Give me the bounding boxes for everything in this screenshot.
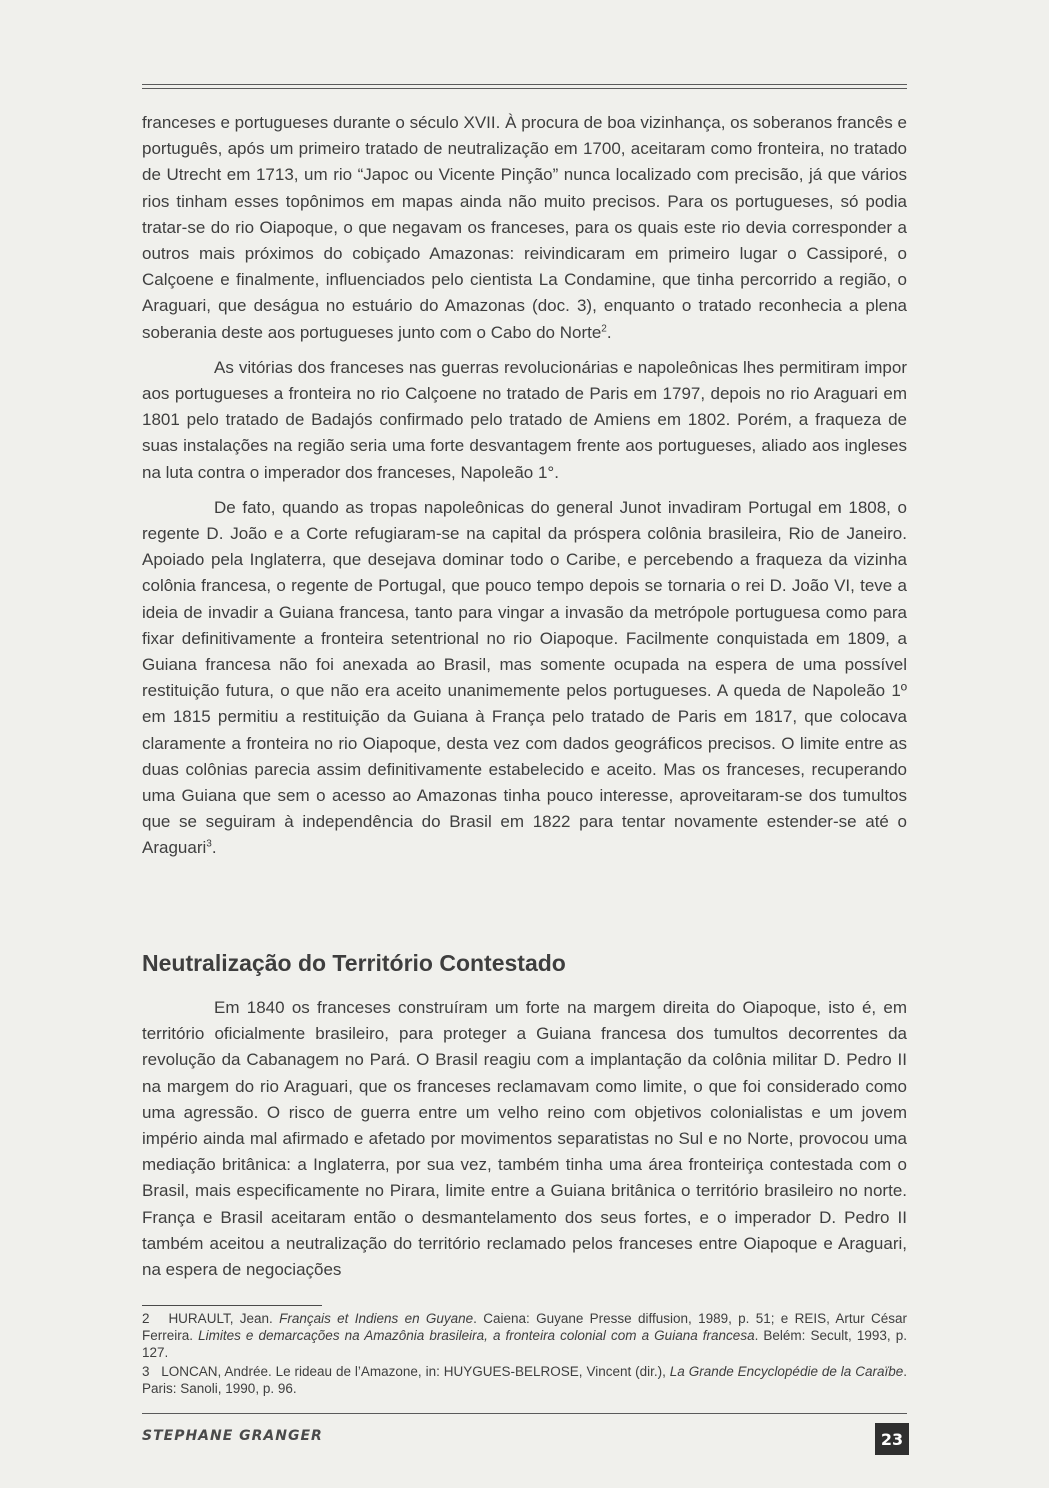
paragraph-2: As vitórias dos franceses nas guerras revolucionárias e napoleônicas lhes permitiram impor aos portugueses a fronteira no rio Calçoene no tratado de Paris em 1797, depois no rio Araguari em 1801 pelo tratado de Badajós confirmado pelo tratado de Amiens em 1802. Porém, a fraqueza de suas instalações na região seria uma forte desvantagem frente aos portugueses, aliado aos ingleses na luta contra o imperador dos franceses, Napoleão 1°. — [142, 357, 907, 482]
footnote-rule — [142, 1305, 322, 1306]
header-rule-top — [142, 84, 907, 85]
page-number: 23 — [875, 1423, 909, 1455]
body-text — [142, 110, 907, 871]
paragraph-3: De fato, quando as tropas napoleônicas do general Junot invadiram Portugal em 1808, o regente D. João e a Corte refugiaram-se na capital da próspera colônia brasileira, Rio de Janeiro. Apoiado pela Inglaterra, que desejava dominar todo o Caribe, e percebendo a fraqueza da vizinha colônia francesa, o regente de Portugal, que pouco tempo depois se tornaria o rei D. João VI, teve a ideia de invadir a Guiana francesa, tanto para vingar a invasão da metrópole portuguesa como para fixar definitivamente a fronteira setentrional no rio Oiapoque. Facilmente conquistada em 1809, a Guiana francesa não foi anexada ao Brasil, mas somente ocupada na espera de uma possível restituição futura, o que não era aceito unanimemente pelos portugueses. A queda de Napoleão 1º em 1815 permitiu a restituição da Guiana à França pelo tratado de Paris em 1817, que colocava claramente a fronteira no rio Oiapoque, desta vez com dados geográficos precisos. O limite entre as duas colônias parecia assim definitivamente estabelecido e aceito. Mas os franceses, recuperando uma Guiana que sem o acesso ao Amazonas tinha pouco interesse, aproveitaram-se dos tumultos que se seguiram à independência do Brasil em 1822 para tentar novamente estender-se até o Araguari$^3$. — [142, 497, 907, 858]
section-text — [142, 995, 907, 1283]
header-rule-bottom — [142, 88, 907, 89]
paragraph-1: franceses e portugueses durante o século XVII. À procura de boa vizinhança, os soberanos francês e português, após um primeiro tratado de neutralização em 1700, aceitaram como fronteira, no tratado de Utrecht em 1713, um rio “Japoc ou Vicente Pinção” nunca localizado com precisão, já que vários rios tinham esses topônimos em mapas ainda não muito precisos. Para os portugueses, só podia tratar-se do rio Oiapoque, o que negavam os franceses, para os quais este rio devia corresponder a outros mais próximos do cobiçado Amazonas: reivindicaram em primeiro lugar o Cassiporé, o Calçoene e finalmente, influenciados pelo cientista La Condamine, que tinha percorrido a região, o Araguari, que deságua no estuário do Amazonas (doc. 3), enquanto o tratado reconhecia a plena soberania deste aos portugueses junto com o Cabo do Norte$^2$. — [142, 113, 907, 342]
author-name: STEPHANE GRANGER — [142, 1428, 323, 1444]
footnote-marker-2: 2 — [601, 322, 607, 334]
footnote-2: 2 HURAULT, Jean. Français et Indiens en Guyane. Caiena: Guyane Presse diffusion, 1989, p. 51; e REIS, Artur César Ferreira. Limites e demarcações na Amazônia brasileira, a fronteira colonial com a Guiana francesa. Belém: Secult, 1993, p. 127. — [142, 1311, 907, 1360]
footnotes — [142, 1310, 907, 1399]
footnote-marker-3: 3 — [206, 838, 212, 850]
section-paragraph: Em 1840 os franceses construíram um forte na margem direita do Oiapoque, isto é, em território oficialmente brasileiro, para proteger a Guiana francesa dos tumultos decorrentes da revolução da Cabanagem no Pará. O Brasil reagiu com a implantação da colônia militar D. Pedro II na margem do rio Araguari, que os franceses reclamavam como limite, o que foi considerado como uma agressão. O risco de guerra entre um velho reino com objetivos colonialistas e um jovem império ainda mal afirmado e afetado por movimentos separatistas no Sul e no Norte, provocou uma mediação britânica: a Inglaterra, por sua vez, também tinha uma área fronteiriça contestada com o Brasil, mais especificamente no Pirara, limite entre a Guiana britânica o território brasileiro no norte. França e Brasil aceitaram então o desmantelamento dos seus fortes, e o imperador D. Pedro II também aceitou a neutralização do território reclamado pelos franceses entre Oiapoque e Araguari, na espera de negociações — [142, 998, 907, 1280]
footer-rule — [142, 1413, 907, 1414]
footnote-3: 3 LONCAN, Andrée. Le rideau de l’Amazone, in: HUYGUES-BELROSE, Vincent (dir.), La Grande Encyclopédie de la Caraïbe. Paris: Sanoli, 1990, p. 96. — [142, 1364, 907, 1396]
section-heading: Neutralização do Território Contestado — [142, 950, 566, 976]
